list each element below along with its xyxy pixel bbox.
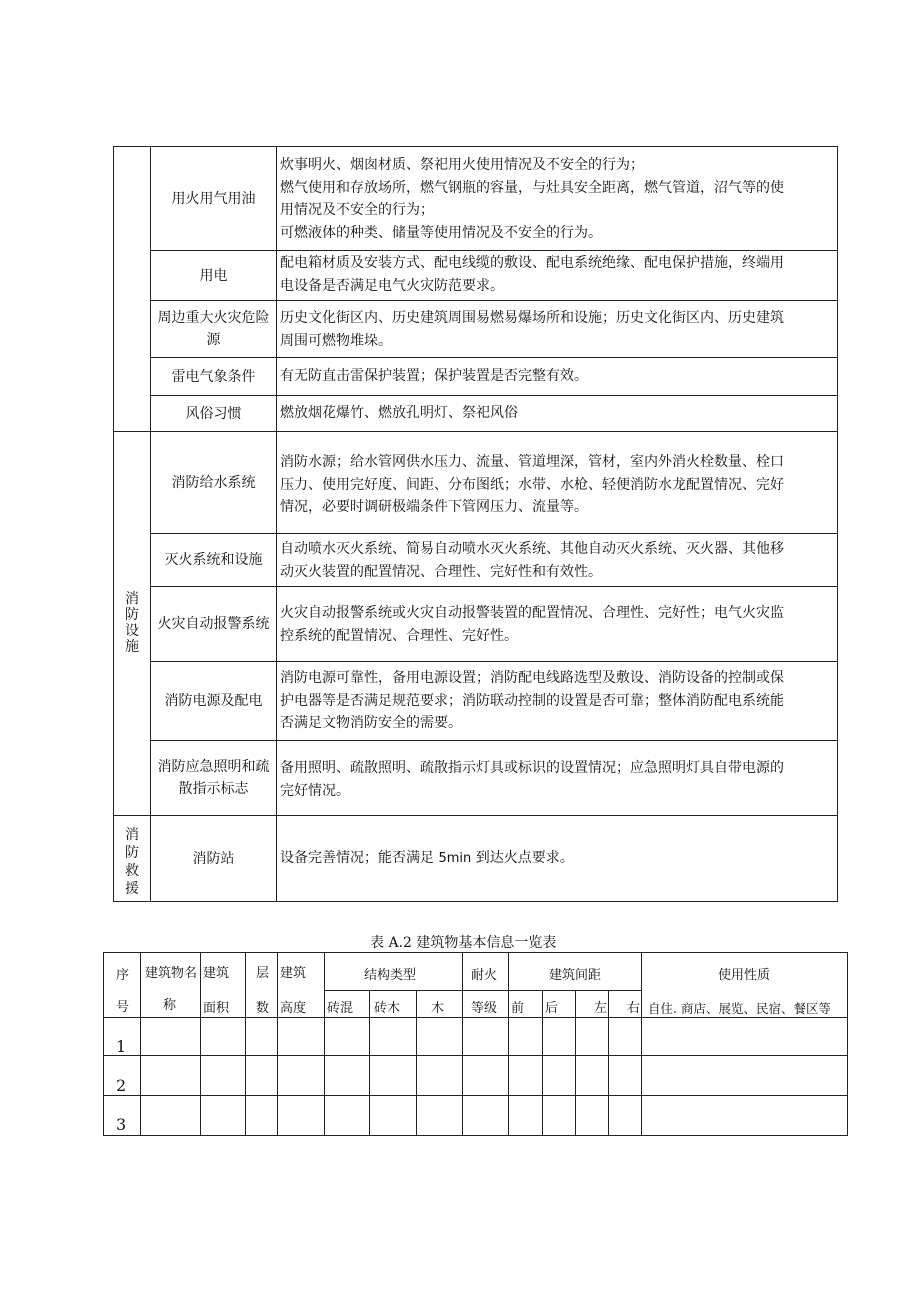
item-label: 消防站 (192, 850, 235, 867)
header-spacing-sub: 左 (594, 1001, 608, 1016)
header-seq: 序 (116, 968, 130, 983)
desc-line: 消防水源；给水管网供水压力、流量、管道埋深，管材，室内外消火栓数量、栓口 (280, 454, 784, 470)
desc-line: 自动喷水灭火系统、简易自动喷水灭火系统、其他自动灭火系统、灭火器、其他移 (280, 541, 784, 557)
group-label-char: 消 (125, 591, 139, 607)
desc-line: 备用照明、疏散照明、疏散指示灯具或标识的设置情况；应急照明灯具自带电源的 (280, 760, 784, 776)
header-floors: 数 (256, 1001, 270, 1016)
header-spacing: 建筑间距 (549, 968, 602, 983)
item-label: 风俗习惯 (185, 405, 242, 422)
item-emergency-lighting (150, 741, 277, 815)
item-customs (151, 396, 276, 431)
row-number: 2 (116, 1076, 127, 1095)
desc-electricity (280, 252, 836, 297)
desc-line: 情况，必要时调研极端条件下管网压力、流量等。 (280, 499, 588, 515)
desc-fire-gas-oil (280, 154, 836, 244)
desc-line: 火灾自动报警系统或火灾自动报警装置的配置情况、合理性、完好性；电气火灾监 (280, 605, 784, 621)
item-label: 灭火系统和设施 (164, 552, 263, 568)
header-structure-sub: 砖木 (374, 1001, 401, 1016)
header-height: 高度 (280, 1001, 307, 1016)
desc-line: 护电器等是否满足规范要求；消防联动控制的设置是否可靠；整体消防配电系统能 (280, 692, 784, 709)
header-area: 建筑 (203, 966, 230, 981)
item-label: 消防应急照明和疏 (157, 759, 270, 775)
desc-line: 动灭火装置的配置情况、合理性、完好性和有效性。 (280, 563, 602, 580)
desc-emergency-lighting (280, 757, 836, 802)
item-water-supply (151, 432, 276, 533)
desc-water-supply (280, 451, 836, 519)
group-label-fire-rescue (114, 826, 150, 898)
desc-line: 有无防直击雷保护装置；保护装置是否完整有效。 (280, 368, 588, 384)
desc-line: 可燃液体的种类、储量等使用情况及不安全的行为。 (280, 224, 602, 241)
group-label-char: 援 (125, 881, 139, 897)
group-label-char: 消 (125, 827, 139, 843)
header-usage: 使用性质 (718, 968, 771, 983)
desc-line: 压力、使用完好度、间距、分布图纸；水带、水枪、轻便消防水龙配置情况、完好 (280, 476, 784, 493)
item-label: 散指示标志 (178, 781, 249, 797)
item-fire-station (151, 816, 276, 901)
header-area: 面积 (203, 1001, 230, 1016)
desc-text: 到达火点要求。 (471, 850, 574, 866)
desc-lightning (280, 365, 836, 388)
group-label-char: 施 (125, 639, 139, 655)
header-name: 称 (163, 998, 177, 1013)
item-fire-power (151, 662, 276, 740)
desc-line: 用情况及不安全的行为； (280, 202, 434, 218)
item-fire-alarm (150, 587, 277, 661)
desc-line: 燃气使用和存放场所，燃气钢瓶的容量，与灶具安全距离，燃气管道，沼气等的使 (280, 179, 784, 196)
desc-line: 历史文化街区内、历史建筑周围易燃易爆场所和设施；历史文化街区内、历史建筑 (280, 310, 784, 326)
item-major-hazard (151, 301, 276, 357)
header-structure: 结构类型 (364, 968, 417, 983)
group-label-char: 设 (125, 623, 139, 639)
item-lightning (151, 358, 276, 395)
header-fire-rating: 耐火 (471, 968, 498, 983)
desc-text: 设备完善情况；能否满足 (280, 850, 439, 866)
group-label-char: 防 (125, 607, 139, 623)
item-label: 雷电气象条件 (171, 368, 256, 385)
header-structure-sub: 木 (431, 1001, 445, 1016)
header-structure-sub: 砖混 (327, 1001, 354, 1016)
header-height: 建筑 (280, 966, 307, 981)
item-label: 消防给水系统 (171, 474, 256, 491)
group-label-char: 救 (125, 863, 139, 879)
desc-customs (280, 402, 836, 425)
desc-line: 周围可燃物堆垛。 (280, 332, 392, 349)
header-spacing-sub: 后 (545, 1001, 559, 1016)
row-number: 3 (116, 1115, 127, 1134)
header-usage-sub: 自住. 商店、展览、民宿、餐区等 (648, 1001, 831, 1016)
header-name: 建筑物名 (145, 966, 198, 981)
header-spacing-sub: 右 (627, 1001, 641, 1016)
item-label: 用电 (199, 267, 228, 284)
table-caption: 表 A.2 建筑物基本信息一览表 (370, 935, 557, 951)
header-seq: 号 (116, 1000, 130, 1015)
header-fire-rating: 等级 (471, 1001, 498, 1016)
row-number: 1 (116, 1037, 127, 1056)
desc-fire-station (280, 847, 836, 871)
desc-major-hazard (280, 307, 836, 352)
desc-line: 电设备是否满足电气火灾防范要求。 (280, 277, 504, 294)
header-floors: 层 (256, 966, 270, 981)
desc-extinguishing (280, 538, 836, 583)
item-label: 火灾自动报警系统 (157, 616, 270, 632)
desc-line: 完好情况。 (280, 782, 350, 799)
desc-number: 5min (438, 851, 472, 866)
desc-line: 控系统的配置情况、合理性、完好性。 (280, 627, 518, 644)
item-electricity (151, 251, 276, 300)
desc-fire-alarm (280, 602, 836, 647)
header-spacing-sub: 前 (511, 1001, 525, 1016)
desc-line: 否满足文物消防安全的需要。 (280, 715, 462, 731)
group-label-char: 防 (125, 845, 139, 861)
item-label: 用火用气用油 (171, 190, 256, 207)
desc-fire-power (280, 667, 836, 735)
desc-line: 燃放烟花爆竹、燃放孔明灯、祭祀风俗 (280, 405, 518, 421)
group-label-fire-facilities (114, 591, 150, 655)
item-label: 源 (206, 332, 221, 348)
item-label: 周边重大火灾危险 (157, 310, 270, 326)
item-label: 消防电源及配电 (164, 693, 263, 709)
item-extinguishing (151, 534, 276, 586)
item-fire-gas-oil (151, 147, 276, 250)
desc-line: 配电箱材质及安装方式、配电线缆的敷设、配电系统绝缘、配电保护措施，终端用 (280, 255, 784, 271)
desc-line: 炊事明火、烟囱材质、祭祀用火使用情况及不安全的行为； (280, 157, 644, 173)
desc-line: 消防电源可靠性，备用电源设置；消防配电线路选型及敷设、消防设备的控制或保 (280, 670, 784, 686)
